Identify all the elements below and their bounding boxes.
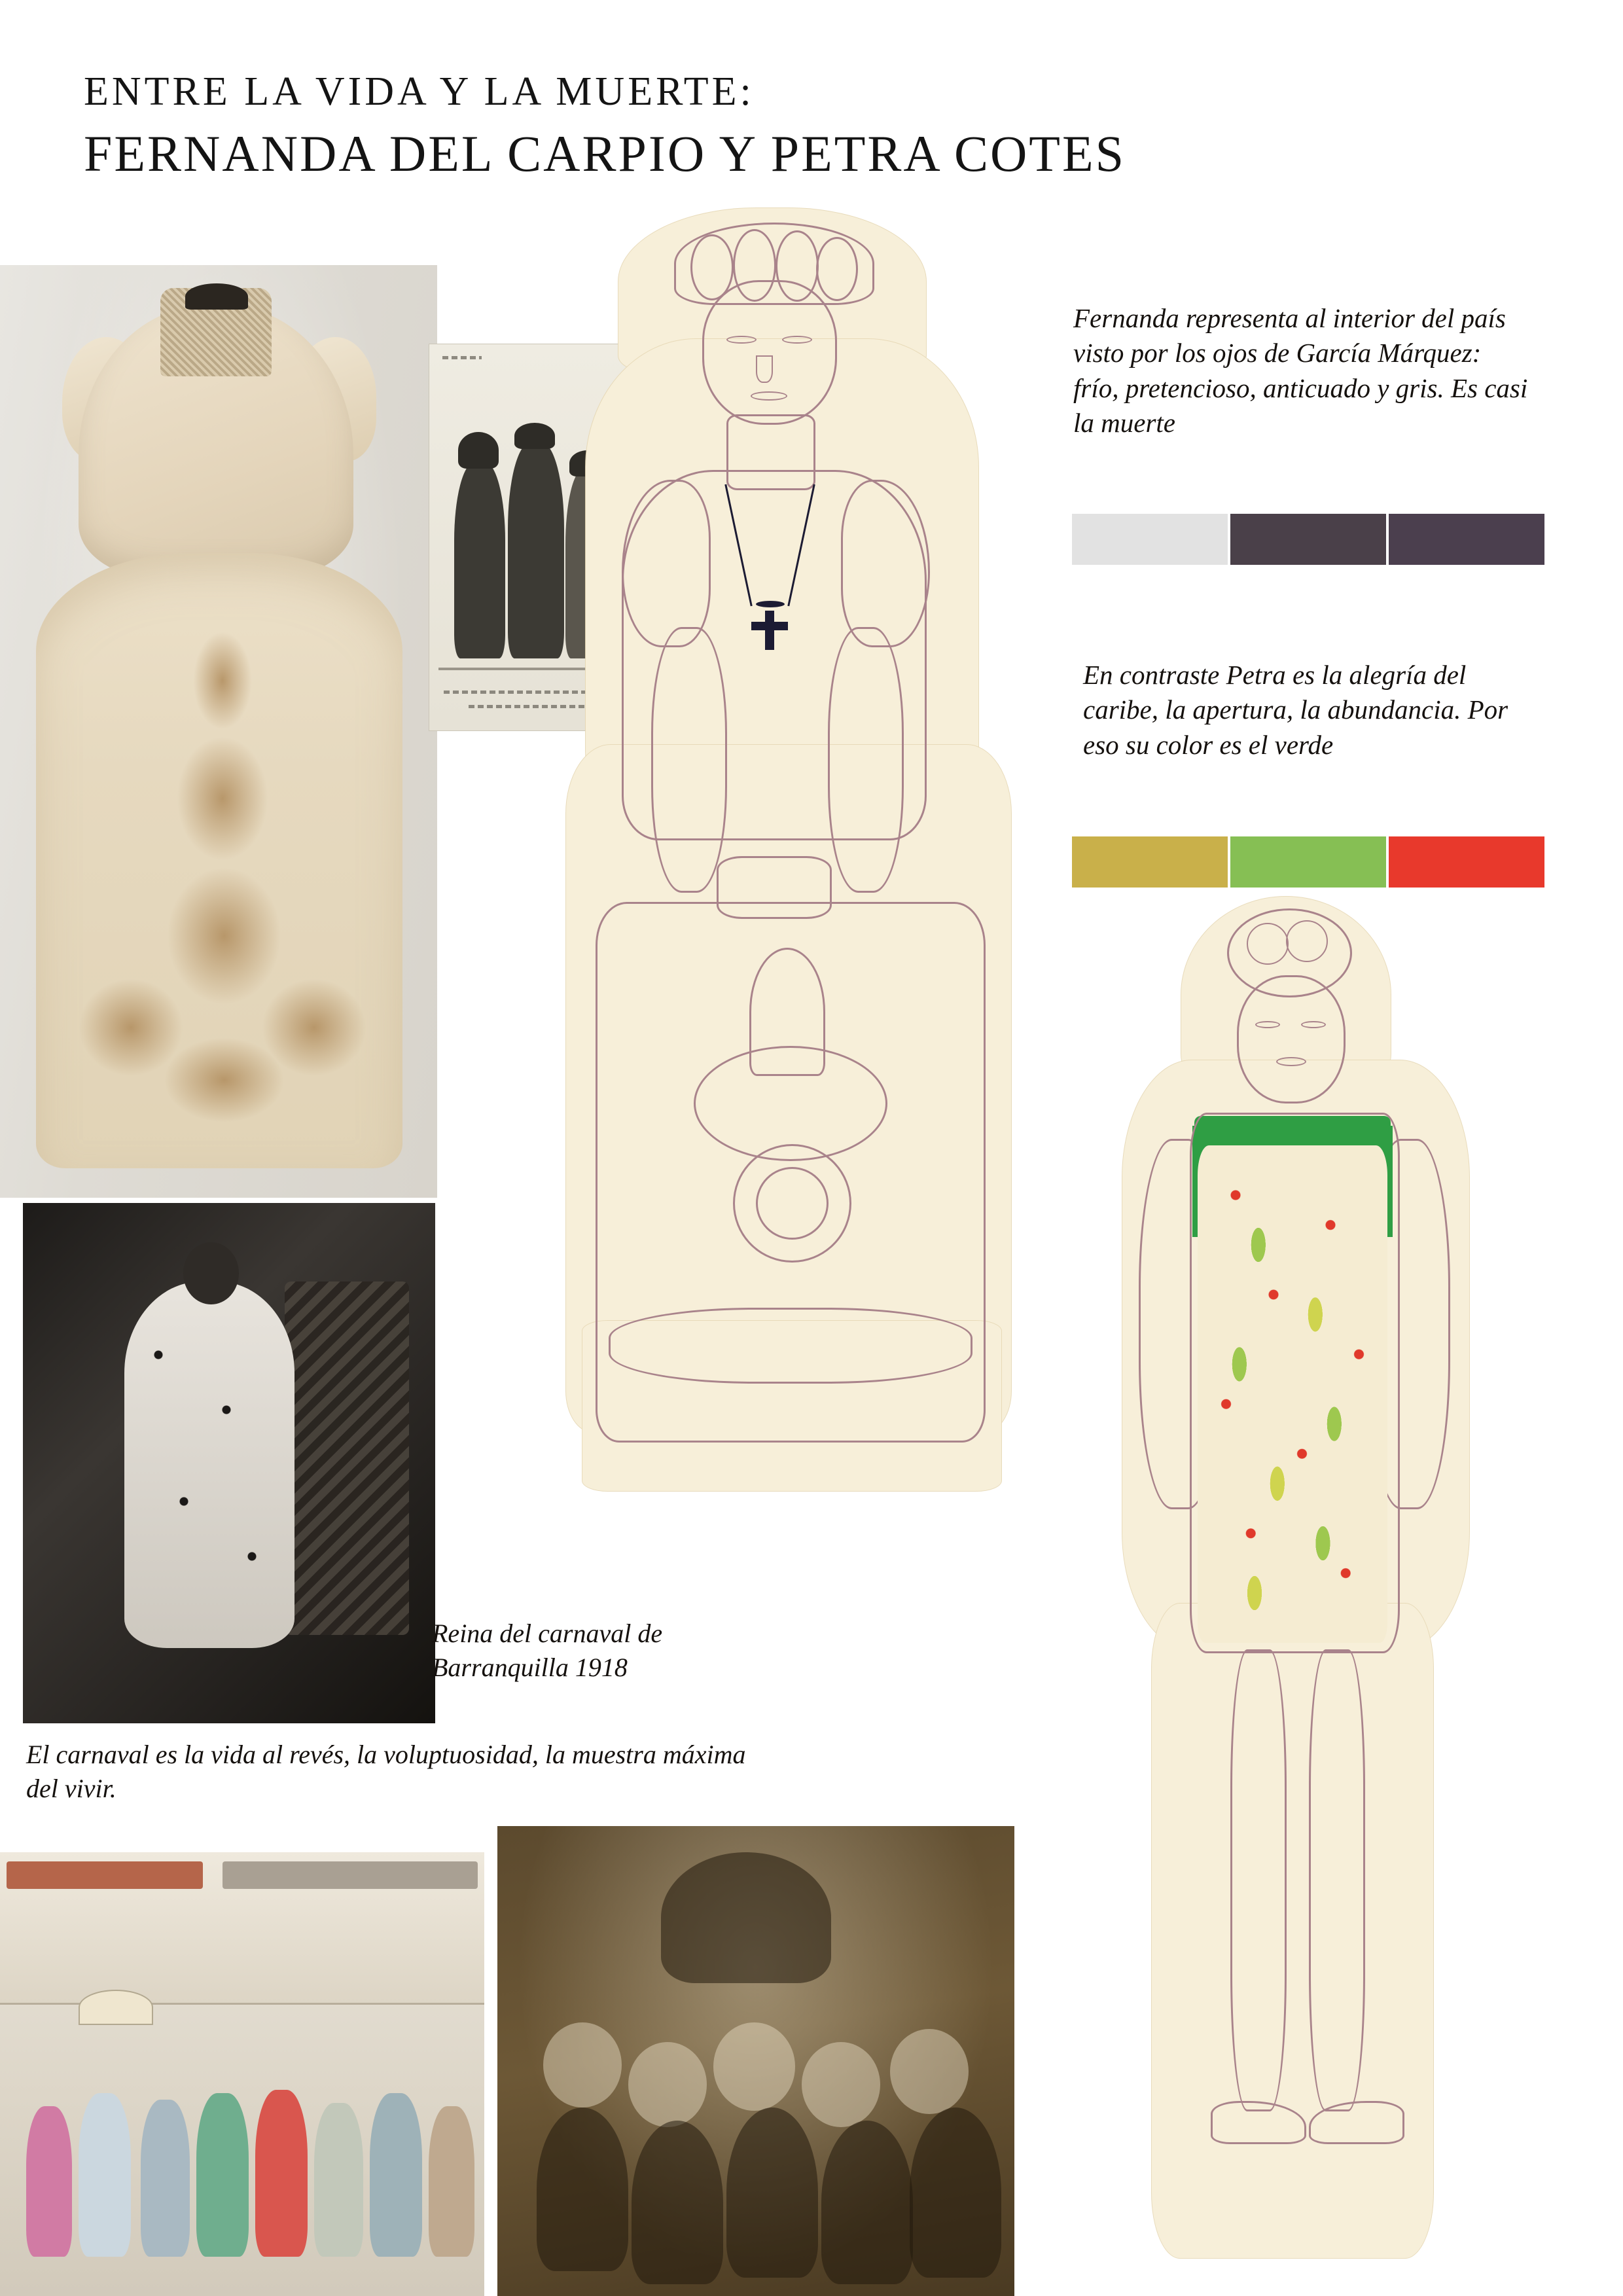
rosary-curve: [756, 601, 785, 607]
swatch-petra-3: [1389, 836, 1544, 888]
dress-embroidery-motif: [177, 736, 268, 861]
sketch-skirt-hem-ruffle: [609, 1308, 972, 1384]
title-line-1: ENTRE LA VIDA Y LA MUERTE:: [84, 69, 755, 114]
fernanda-description-text: Fernanda representa al interior del país visto por los ojos de García Márquez: frío, pretencioso, anticuado y gris. Es casi la muerte: [1073, 303, 1528, 438]
crowd-figure: [628, 2042, 707, 2127]
petra-eye-right: [1301, 1021, 1326, 1028]
street-roof-right: [223, 1861, 478, 1889]
crowd-figure: [713, 2022, 795, 2111]
street-figure: [370, 2093, 422, 2257]
sketch-eye-left: [726, 336, 757, 344]
street-figure: [196, 2093, 249, 2257]
swatch-fernanda-3: [1389, 514, 1544, 565]
queen-photo-caption: Reina del carnaval de Barranquilla 1918: [432, 1619, 663, 1682]
street-figure: [314, 2103, 363, 2257]
petra-leg-right: [1309, 1649, 1365, 2111]
rosary-cross-vertical: [765, 611, 774, 650]
engraving-figure: [508, 442, 564, 658]
queen-head: [183, 1242, 239, 1304]
crowd-body: [821, 2121, 913, 2284]
street-roof-left: [7, 1861, 203, 1889]
sketch-skirt-motif-rose-inner: [756, 1167, 829, 1240]
engraving-header-text: [442, 356, 482, 359]
petra-palette: [1072, 836, 1544, 888]
carnaval-description-text: El carnaval es la vida al revés, la voluptuosidad, la muestra máxima del vivir.: [26, 1740, 746, 1803]
petra-dress-outline: [1190, 1113, 1400, 1653]
sketch-hair-curl: [816, 237, 858, 301]
petra-eye-left: [1255, 1021, 1280, 1028]
street-figure: [79, 2093, 131, 2257]
crowd-headdress: [661, 1852, 831, 1983]
crowd-body: [632, 2121, 723, 2284]
petra-leg-left: [1230, 1649, 1287, 2111]
fernanda-costume-sketch: [560, 208, 1077, 1648]
carved-chair: [285, 1282, 409, 1635]
crowd-body: [726, 2108, 818, 2278]
sketch-arm-left: [651, 627, 727, 893]
sketch-nose: [756, 355, 773, 383]
engraving-figure: [454, 462, 505, 658]
dress-embroidery-motif: [193, 632, 252, 730]
dress-embroidery-motif: [79, 978, 183, 1077]
crowd-figure: [543, 2022, 622, 2108]
crowd-body: [910, 2108, 1001, 2278]
dress-embroidery-motif: [167, 867, 281, 1005]
street-figure: [141, 2100, 190, 2257]
swatch-fernanda-2: [1230, 514, 1389, 565]
petra-face: [1237, 975, 1346, 1103]
street-parasol: [79, 1990, 153, 2025]
petra-costume-sketch: [1113, 897, 1531, 2291]
carnival-crowd-photo: [497, 1826, 1014, 2296]
crowd-figure: [890, 2029, 969, 2114]
engraving-figure-tophat: [514, 423, 555, 449]
page-title: [84, 69, 1497, 183]
carnival-queen-photo: [23, 1203, 435, 1723]
engraving-figure-hood: [458, 432, 499, 469]
ermine-cape: [124, 1282, 294, 1648]
crowd-body: [537, 2108, 628, 2271]
sketch-mouth: [751, 391, 787, 401]
caribbean-street-watercolor: [0, 1852, 484, 2296]
street-figure: [255, 2090, 308, 2257]
petra-hair-curl: [1286, 920, 1328, 962]
street-figure: [429, 2106, 474, 2257]
beige-dress-photo: [0, 265, 437, 1198]
sketch-arm-right: [828, 627, 904, 893]
street-figure: [26, 2106, 72, 2257]
fernanda-palette: [1072, 514, 1544, 565]
petra-paper-legs: [1152, 1604, 1433, 2258]
petra-hair-curl: [1247, 923, 1289, 965]
petra-description-text: En contraste Petra es la alegría del caribe, la apertura, la abundancia. Por eso su color es el verde: [1083, 660, 1508, 760]
mannequin-neck: [185, 283, 248, 310]
rosary-cross-horizontal: [751, 622, 788, 630]
swatch-fernanda-1: [1072, 514, 1230, 565]
crowd-figure: [802, 2042, 880, 2127]
petra-mouth: [1276, 1057, 1306, 1066]
dress-embroidery-motif: [164, 1037, 285, 1122]
swatch-petra-2: [1230, 836, 1389, 888]
title-line-2: FERNANDA DEL CARPIO Y PETRA COTES: [84, 125, 1126, 182]
sketch-eye-right: [782, 336, 812, 344]
sketch-face: [702, 280, 837, 425]
swatch-petra-1: [1072, 836, 1230, 888]
